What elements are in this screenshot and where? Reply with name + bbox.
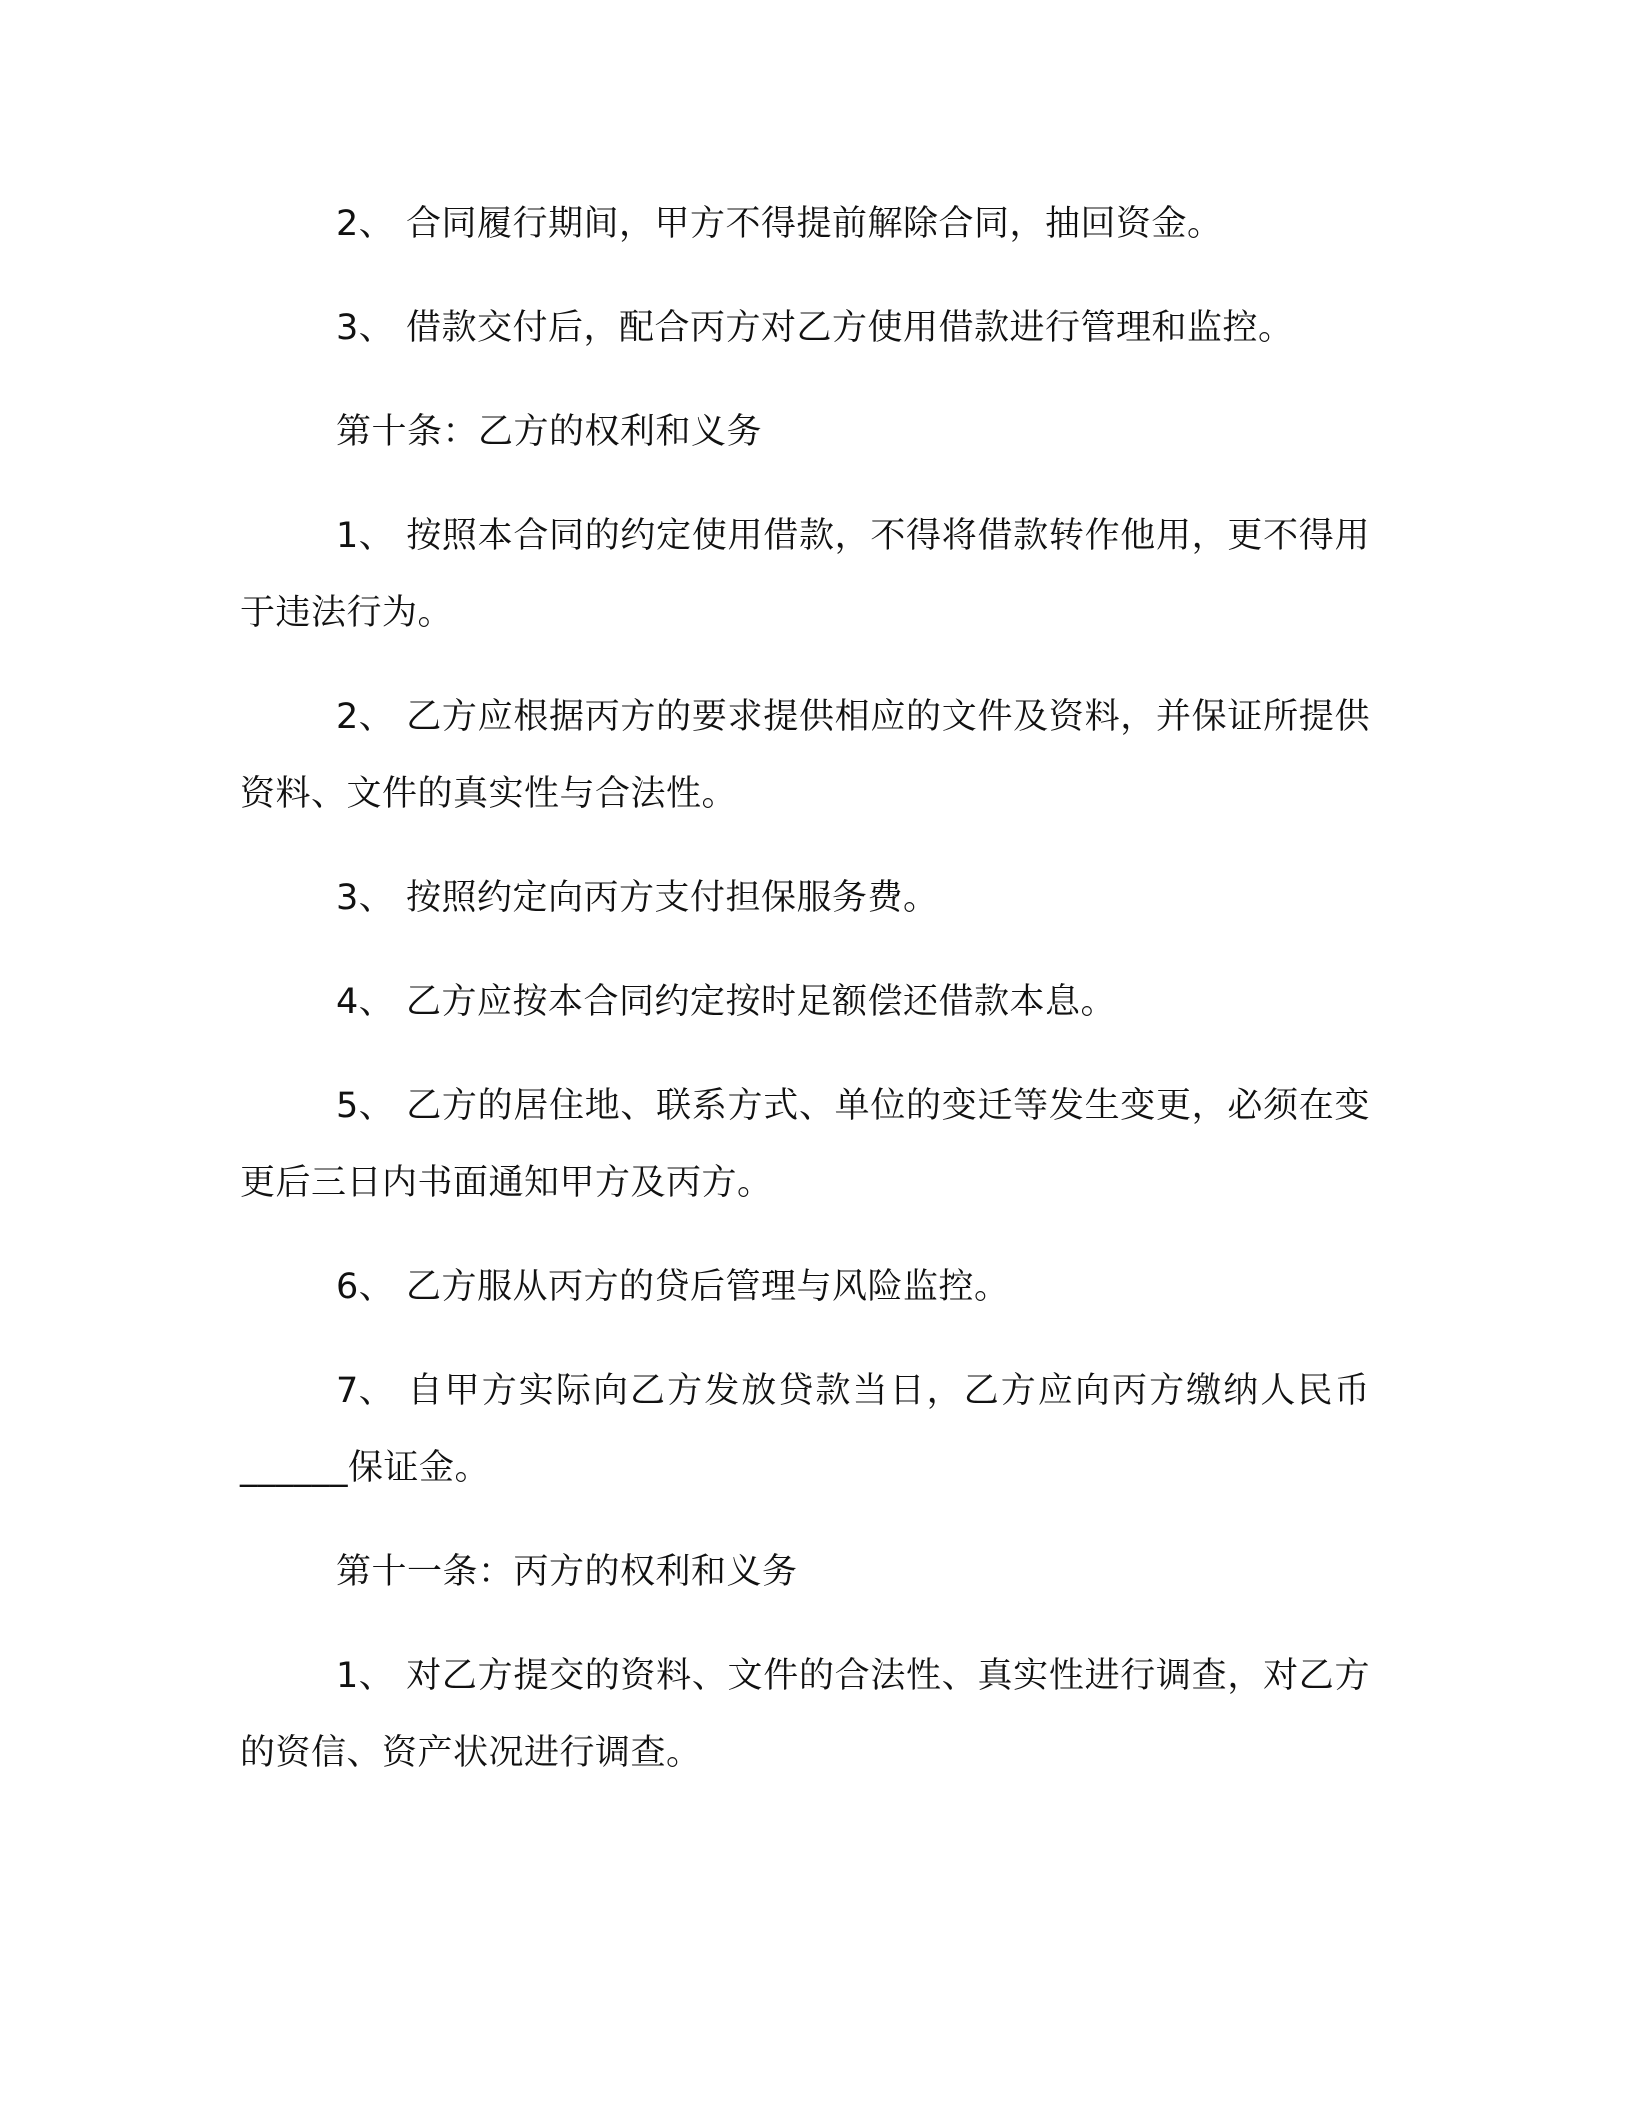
heading-text: 第十条：乙方的权利和义务 xyxy=(336,412,763,452)
item-text: 借款交付后，配合丙方对乙方使用借款进行管理和监控。 xyxy=(406,308,1294,348)
item-text: 对乙方提交的资料、文件的合法性、真实性进行调查，对乙方的资信、资产状况进行调查。 xyxy=(240,1656,1370,1773)
item-text: 按照约定向丙方支付担保服务费。 xyxy=(406,878,939,918)
item-number: 4、 xyxy=(336,982,395,1022)
clause-11-heading xyxy=(240,1534,1370,1611)
item-number: 2、 xyxy=(336,204,395,244)
clause-10-item-2 xyxy=(240,679,1370,833)
clause-9-item-3 xyxy=(240,290,1370,367)
clause-10-item-4 xyxy=(240,964,1370,1041)
clause-10-item-7 xyxy=(240,1353,1370,1507)
item-number: 1、 xyxy=(336,1656,395,1696)
item-text: 乙方服从丙方的贷后管理与风险监控。 xyxy=(406,1267,1010,1307)
document-body xyxy=(240,186,1370,1819)
clause-11-item-1 xyxy=(240,1638,1370,1792)
item-number: 3、 xyxy=(336,878,395,918)
item-number: 6、 xyxy=(336,1267,395,1307)
item-text: 乙方应按本合同约定按时足额偿还借款本息。 xyxy=(406,982,1117,1022)
item-text: 自甲方实际向乙方发放贷款当日，乙方应向丙方缴纳人民币______保证金。 xyxy=(240,1371,1370,1488)
clause-10-item-1 xyxy=(240,498,1370,652)
item-number: 5、 xyxy=(336,1086,395,1126)
item-text: 乙方应根据丙方的要求提供相应的文件及资料，并保证所提供资料、文件的真实性与合法性。 xyxy=(240,697,1370,814)
item-number: 2、 xyxy=(336,697,395,737)
item-number: 1、 xyxy=(336,516,395,556)
clause-9-item-2 xyxy=(240,186,1370,263)
clause-10-item-3 xyxy=(240,860,1370,937)
item-text: 按照本合同的约定使用借款，不得将借款转作他用，更不得用于违法行为。 xyxy=(240,516,1370,633)
clause-10-heading xyxy=(240,394,1370,471)
clause-10-item-5 xyxy=(240,1068,1370,1222)
item-text: 乙方的居住地、联系方式、单位的变迁等发生变更，必须在变更后三日内书面通知甲方及丙方。 xyxy=(240,1086,1370,1203)
heading-text: 第十一条：丙方的权利和义务 xyxy=(336,1552,798,1592)
clause-10-item-6 xyxy=(240,1249,1370,1326)
item-number: 3、 xyxy=(336,308,395,348)
item-text: 合同履行期间，甲方不得提前解除合同，抽回资金。 xyxy=(406,204,1223,244)
item-number: 7、 xyxy=(336,1371,395,1411)
